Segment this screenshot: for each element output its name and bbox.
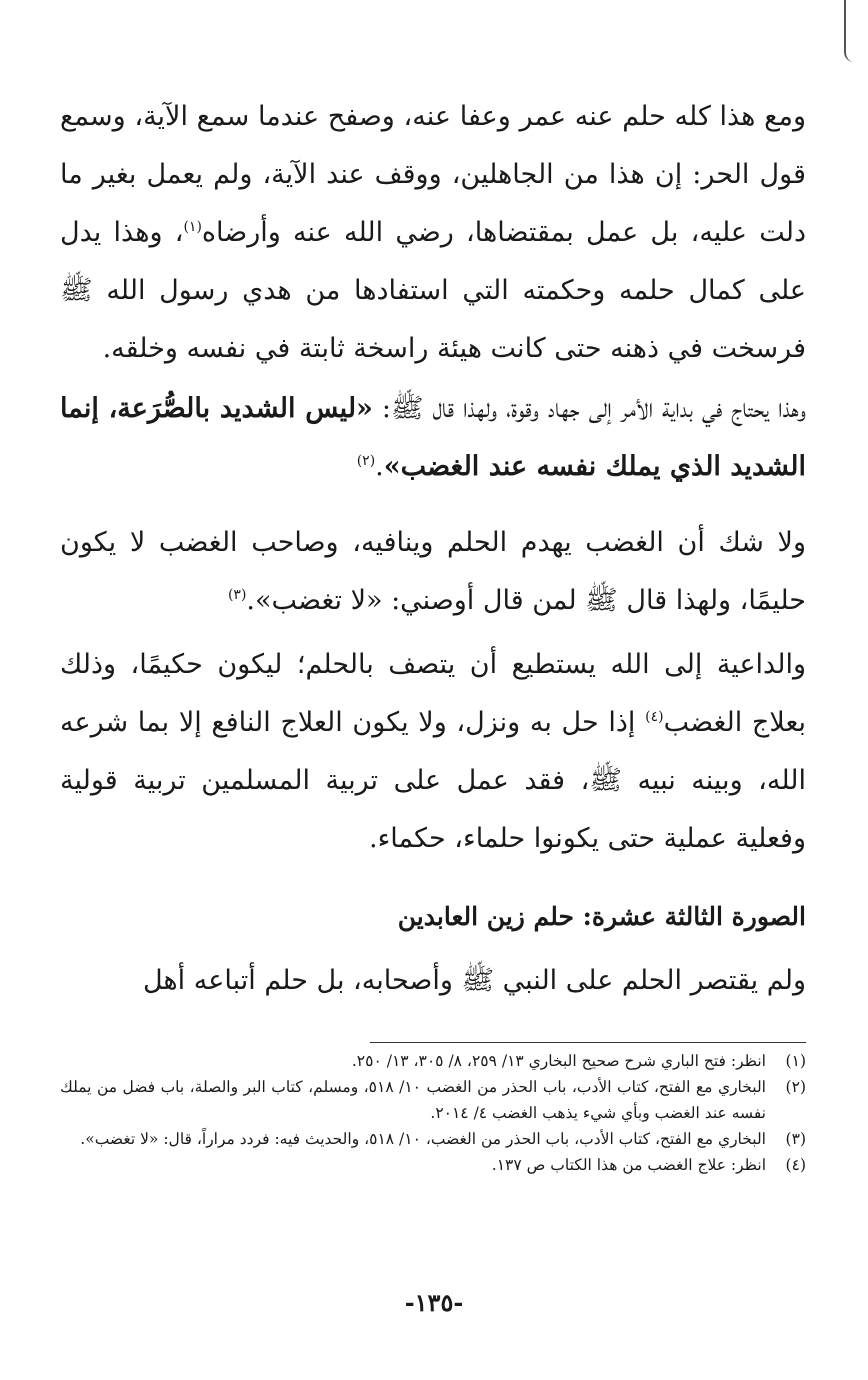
footnote-ref-4: (٤)	[645, 709, 664, 725]
section-heading: الصورة الثالثة عشرة: حلم زين العابدين	[397, 902, 806, 931]
footnote-number: (١)	[785, 1052, 806, 1070]
footnote-text: البخاري مع الفتح، كتاب الأدب، باب الحذر من الغضب ١٠/ ٥١٨، ومسلم، كتاب البر والصلة، باب فضل من يملك نفسه عند الغضب وبأي شيء يذهب الغضب ٤/ ٢٠١٤.	[60, 1078, 766, 1122]
footnote-text: البخاري مع الفتح، كتاب الأدب، باب الحذر من الغضب، ١٠/ ٥١٨، والحديث فيه: فردد مراراً، قال: «لا تغضب».	[80, 1130, 766, 1148]
footnote-separator	[370, 1042, 806, 1043]
footnote-number: (٢)	[785, 1078, 806, 1096]
page-number: -١٣٥-	[404, 1288, 464, 1317]
paragraph-2	[60, 380, 806, 496]
footnote-3	[60, 1126, 806, 1152]
footnote-2	[60, 1074, 806, 1126]
paragraph-2-text: وهذا يحتاج في بداية الأمر إلى جهاد وقوة، ولهذا قال ﷺ:	[372, 393, 806, 424]
hadith-quote-1: «ليس الشديد بالصُّرَعة، إنما الشديد الذي يملك نفسه عند الغضب»	[60, 393, 806, 482]
footnote-number: (٤)	[785, 1156, 806, 1174]
paragraph-4-end: إذا حل به ونزل، ولا يكون العلاج النافع إلا بما شرعه الله، وبينه نبيه ﷺ، فقد عمل على تربية المسلمين تربية قولية وفعلية عملية حتى يكونوا حلماء، حكماء.	[60, 707, 806, 854]
footnote-ref-2: (٢)	[356, 453, 376, 469]
paragraph-4-text: والداعية إلى الله يستطيع أن يتصف بالحلم؛ ليكون حكيمًا، وذلك بعلاج الغضب	[60, 649, 807, 738]
footnote-ref-3: (٣)	[227, 587, 247, 603]
footnote-text: انظر: فتح الباري شرح صحيح البخاري ١٣/ ٢٥٩، ٨/ ٣٠٥، ١٣/ ٢٥٠.	[351, 1052, 766, 1070]
page-edge-mark	[844, 0, 856, 62]
footnote-1	[60, 1048, 806, 1074]
footnote-4	[60, 1152, 806, 1178]
footnote-number: (٣)	[785, 1130, 806, 1148]
paragraph-3-text: ولا شك أن الغضب يهدم الحلم وينافيه، وصاحب الغضب لا يكون حليمًا، ولهذا قال ﷺ لمن قال أوصني: «لا تغضب».	[60, 527, 806, 616]
paragraph-4	[60, 636, 806, 868]
paragraph-1	[60, 88, 806, 378]
paragraph-2-end: .	[375, 451, 384, 482]
paragraph-1-text: ومع هذا كله حلم عنه عمر وعفا عنه، وصفح عندما سمع الآية، وسمع قول الحر: إن هذا من الجاهلين، ووقف عند الآية، ولم يعمل بغير ما دلت عليه، بل عمل بمقتضاها، رضي الله عنه وأرضاه	[60, 101, 806, 248]
footnotes	[60, 1048, 806, 1178]
paragraph-3	[60, 514, 806, 630]
paragraph-1-tail: ، وهذا يدل على كمال حلمه وحكمته التي استفادها من هدي رسول الله ﷺ فرسخت في ذهنه حتى كانت هيئة راسخة ثابتة في نفسه وخلقه.	[60, 217, 806, 364]
footnote-ref-1: (١)	[183, 219, 202, 235]
footnote-text: انظر: علاج الغضب من هذا الكتاب ص ١٣٧.	[491, 1156, 766, 1174]
paragraph-5: ولم يقتصر الحلم على النبي ﷺ وأصحابه، بل حلم أتباعه أهل	[142, 965, 806, 996]
